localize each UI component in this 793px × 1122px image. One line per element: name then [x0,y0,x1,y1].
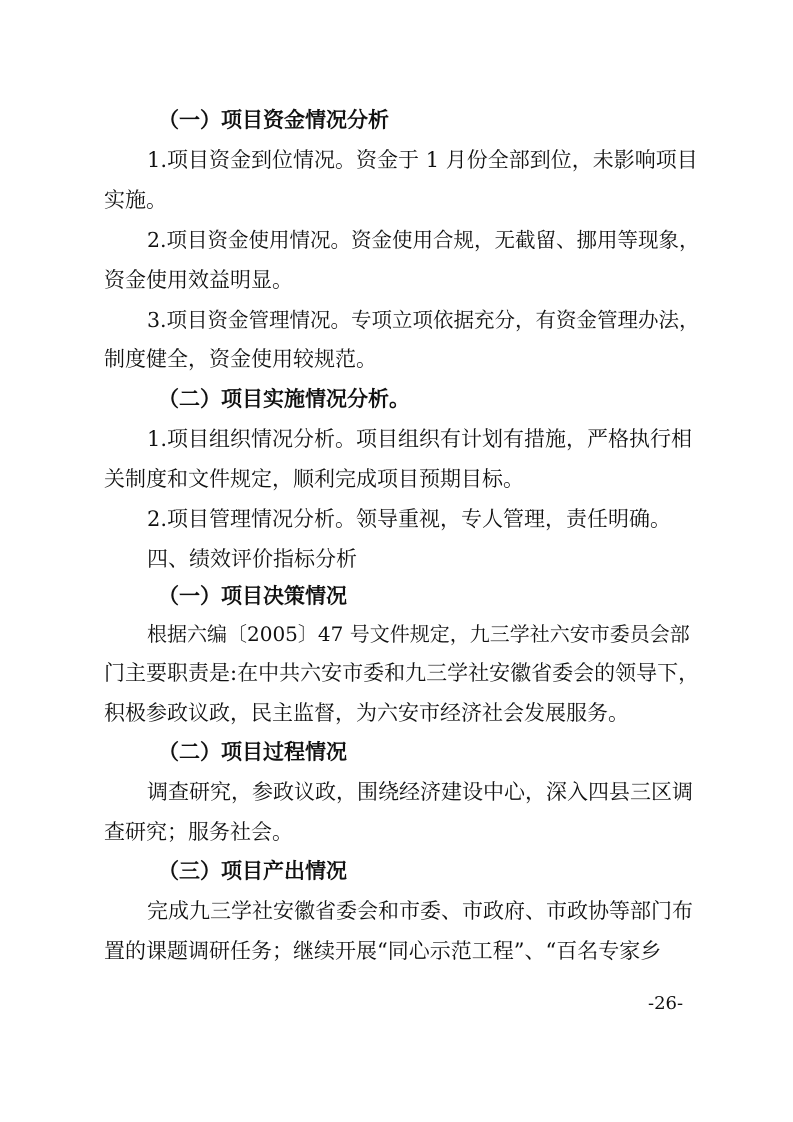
section-heading-indicator-analysis: 四、绩效评价指标分析 [147,547,357,571]
section-heading-process: （二）项目过程情况 [158,740,347,764]
section-heading-implementation-analysis: （二）项目实施情况分析。 [158,387,410,411]
paragraph-line: 2.项目资金使用情况。资金使用合规，无截留、挪用等现象， [147,228,700,252]
paragraph-line: 门主要职责是:在中共六安市委和九三学社安徽省委会的领导下， [104,661,700,685]
section-heading-fund-analysis: （一）项目资金情况分析 [158,108,389,132]
paragraph-line: 置的课题调研任务；继续开展“同心示范工程”、“百名专家乡 [104,939,662,963]
paragraph-line: 制度健全，资金使用较规范。 [104,347,377,371]
section-heading-decision: （一）项目决策情况 [158,584,347,608]
page-number: -26- [648,993,684,1014]
paragraph-line: 关制度和文件规定，顺利完成项目预期目标。 [104,467,524,491]
paragraph-line: 根据六编〔2005〕47 号文件规定，九三学社六安市委员会部 [147,622,690,646]
paragraph-line: 调查研究，参政议政，围绕经济建设中心，深入四县三区调 [147,780,693,804]
paragraph-line: 1.项目资金到位情况。资金于 1 月份全部到位，未影响项目 [147,148,698,172]
paragraph-line: 2.项目管理情况分析。领导重视，专人管理，责任明确。 [147,507,672,531]
paragraph-line: 实施。 [104,188,167,212]
paragraph-line: 3.项目资金管理情况。专项立项依据充分，有资金管理办法， [147,308,700,332]
paragraph-line: 完成九三学社安徽省委会和市委、市政府、市政协等部门布 [147,899,693,923]
paragraph-line: 资金使用效益明显。 [104,268,293,292]
section-heading-output: （三）项目产出情况 [158,859,347,883]
paragraph-line: 积极参政议政，民主监督，为六安市经济社会发展服务。 [104,701,629,725]
paragraph-line: 1.项目组织情况分析。项目组织有计划有措施，严格执行相 [147,427,693,451]
paragraph-line: 查研究；服务社会。 [104,820,293,844]
